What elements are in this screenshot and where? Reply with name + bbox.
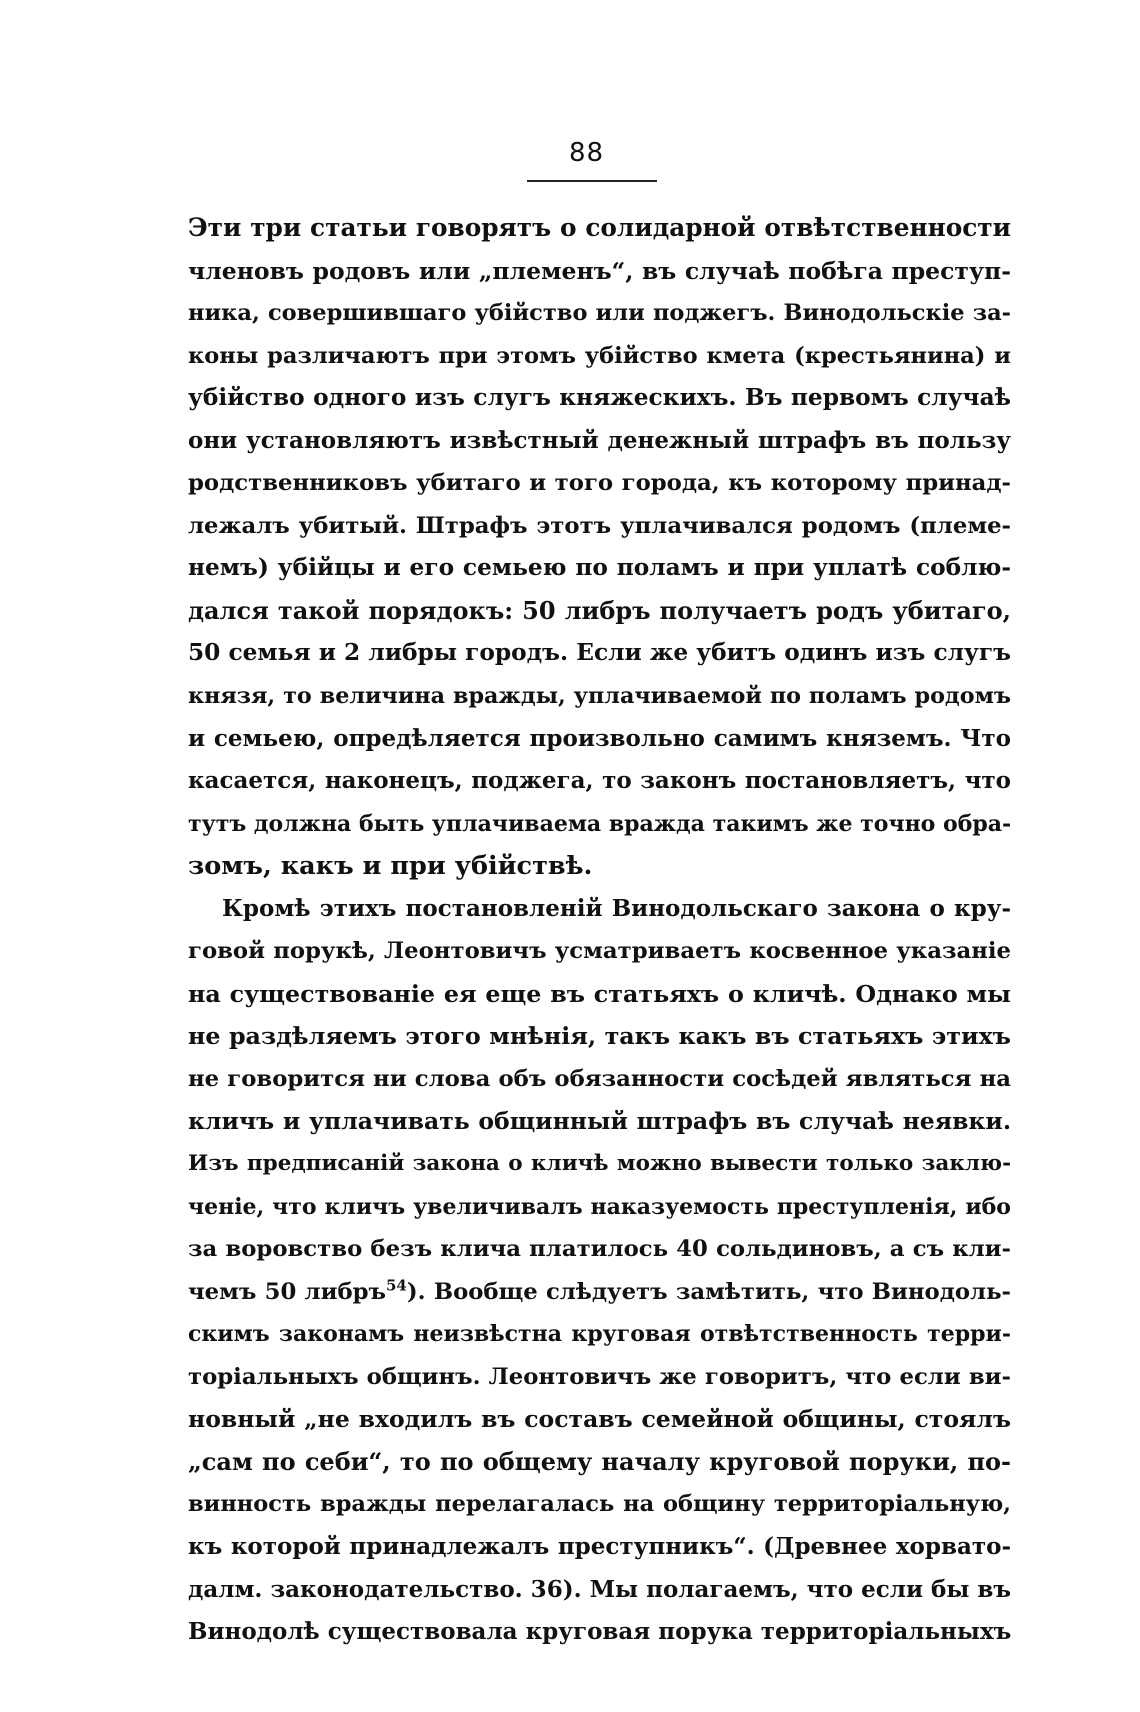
header-rule	[527, 180, 657, 182]
text-fragment: чемъ 50 либръ	[188, 1278, 386, 1305]
text-line: скимъ законамъ неизвѣстна круговая отвѣтственность терри-	[188, 1321, 1011, 1348]
text-line: на существованіе ея еще въ статьяхъ о кличѣ. Однако мы	[188, 979, 1011, 1008]
text-line: дался такой порядокъ: 50 либръ получаетъ родъ убитаго,	[188, 595, 1011, 625]
text-line: членовъ родовъ или „племенъ“, въ случаѣ побѣга преступ-	[188, 256, 1011, 285]
text-line: къ которой принадлежалъ преступникъ“. (Древнее хорвато-	[188, 1532, 1011, 1560]
page-number: 88	[568, 138, 605, 168]
text-line: кличъ и уплачивать общинный штрафъ въ случаѣ неявки.	[188, 1107, 1011, 1136]
text-line: убійство одного изъ слугъ княжескихъ. Въ первомъ случаѣ	[188, 384, 1011, 412]
text-line-with-footnote	[188, 1271, 1011, 1314]
text-line: Изъ предписаній закона о кличѣ можно вывести только заклю-	[188, 1151, 1011, 1177]
text-line: тутъ должна быть уплачиваема вражда такимъ же точно обра-	[188, 810, 1011, 837]
text-line: князя, то величина вражды, уплачиваемой по поламъ родомъ	[188, 683, 1011, 710]
text-line: коны различаютъ при этомъ убійство кмета (крестьянина) и	[188, 342, 1011, 369]
text-line: винность вражды перелагалась на общину территоріальную,	[188, 1491, 1011, 1518]
text-line: зомъ, какъ и при убійствѣ.	[188, 851, 593, 882]
text-line: новный „не входилъ въ составъ семейной общины, стоялъ	[188, 1405, 1011, 1434]
text-line: 50 семья и 2 либры городъ. Если же убитъ одинъ изъ слугъ	[188, 639, 1011, 667]
text-line: Кромѣ этихъ постановленій Винодольскаго закона о кру-	[222, 894, 1011, 922]
text-line: ченіе, что кличъ увеличивалъ наказуемость преступленія, ибо	[188, 1193, 1011, 1220]
text-line: родственниковъ убитаго и того города, къ которому принад-	[188, 470, 1011, 497]
text-line: касается, наконецъ, поджега, то законъ постановляетъ, что	[188, 767, 1011, 795]
text-line: за воровство безъ клича платилось 40 сольдиновъ, а съ кли-	[188, 1236, 1011, 1263]
text-line: далм. законодательство. 36). Мы полагаемъ, что если бы въ	[188, 1575, 1011, 1603]
footnote-reference: 54	[386, 1276, 407, 1295]
text-line: говой порукѣ, Леонтовичъ усматриваетъ косвенное указаніе	[188, 938, 1011, 965]
text-line: торіальныхъ общинъ. Леонтовичъ же говоритъ, что если ви-	[188, 1363, 1011, 1390]
text-line: „сам по себи“, то по общему началу круговой поруки, по-	[188, 1446, 1011, 1476]
text-line: немъ) убійцы и его семьею по поламъ и при уплатѣ соблю-	[188, 554, 1011, 582]
text-line: не говорится ни слова объ обязанности сосѣдей являться на	[188, 1065, 1011, 1092]
text-line: они установляютъ извѣстный денежный штрафъ въ пользу	[188, 426, 1011, 454]
text-line: Винодолѣ существовала круговая порука территоріальныхъ	[188, 1618, 1011, 1646]
text-fragment: ). Вообще слѣдуетъ замѣтить, что Винодоль-	[406, 1278, 1011, 1305]
text-line: ника, совершившаго убійство или поджегъ. Винодольскіе за-	[188, 300, 1011, 327]
text-line: Эти три статьи говорятъ о солидарной отвѣтственности	[188, 213, 1011, 242]
body-text	[188, 207, 1011, 1654]
text-line: и семьею, опредѣляется произвольно самимъ княземъ. Что	[188, 724, 1011, 752]
text-line: лежалъ убитый. Штрафъ этотъ уплачивался родомъ (племе-	[188, 512, 1011, 539]
text-line: не раздѣляемъ этого мнѣнія, такъ какъ въ статьяхъ этихъ	[188, 1022, 1011, 1051]
